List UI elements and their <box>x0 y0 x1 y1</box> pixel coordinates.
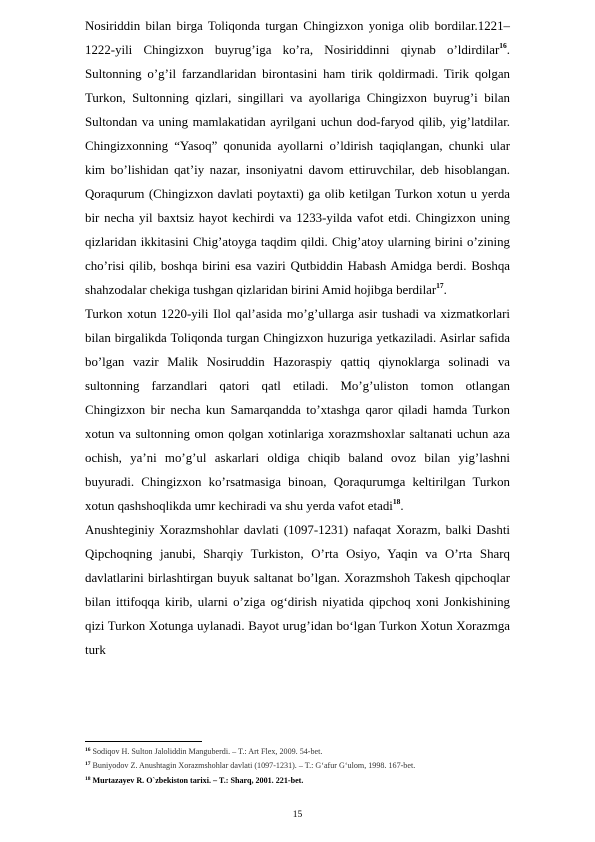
footnote-number: 18 <box>85 775 91 782</box>
paragraph-1-text-cont: . Sultonning o’g’il farzandlaridan birontasini ham tirik qoldirmadi. Tirik qolgan Turkon, Sultonning qizlari, singillari va ayollariga Chingizxon buyrug’i bilan Sultondan va uning mamlakatidan ayrilgani uchun dod-faryod qilib, yig’latdilar. Chingizxonning “Yasoq” qonunida ayollarni o’ldirish taqiqlangan, chunki ular kim bo’lishidan qat’iy nazar, insoniyatni davom ettiruvchilar, deb hisoblangan. Qoraqurum (Chingizxon davlati poytaxti) ga olib ketilgan Turkon xotun u yerda bir necha yil baxtsiz hayot kechirdi va 1233-yilda vafot etdi. Chingizxon uning qizlaridan ikkitasini Chig’atoyga taqdim qildi. Chig’atoy ularning birini o’zining cho’risi qilib, boshqa birini esa vaziri Qutbiddin Habash Amidga berdi. Boshqa shahzodalar chekiga tushgan qizlaridan birini Amid hojibga berdilar <box>85 43 510 297</box>
footnote-ref-16[interactable]: 16 <box>499 41 507 50</box>
footnote-ref-18[interactable]: 18 <box>392 497 401 506</box>
paragraph-1-end: . <box>443 283 447 297</box>
footnote-text: Buniyodov Z. Anushtagin Xorazmshohlar davlati (1097-1231). – T.: G‘afur G‘ulom, 1998. 167-bet. <box>92 761 416 771</box>
footnote-18 <box>85 773 515 787</box>
footnote-number: 17 <box>85 761 91 768</box>
footnotes <box>85 744 515 787</box>
paragraph-1-text: Nosiriddin bilan birga Toliqonda turgan Chingizxon yoniga olib bordilar.1221–1222-yili Chingizxon buyrug’iga ko’ra, Nosiriddinni qiynab o’ldirdilar <box>85 19 510 57</box>
footnote-number: 16 <box>85 747 91 753</box>
paragraph-2 <box>85 302 510 518</box>
footnote-text: Sodiqov H. Sulton Jaloliddin Manguberdi. – T.: Art Flex, 2009. 54-bet. <box>92 747 323 756</box>
paragraph-3-text: Anushteginiy Xorazmshohlar davlati (1097-1231) nafaqat Xorazm, balki Dashti Qipchoqning janubi, Sharqiy Turkiston, O’rta Osiyo, Yaqin va O’rta Sharq davlatlarini birlashtirgan buyuk saltanat bo’lgan. Xorazmshoh Takesh qipchoqlar bilan ittifoqqa kirib, ularni o’ziga og‘dirish niyatida qipchoq xoni Jonkishining qizi Turkon Xotunga uylanadi. Bayot urug’idan bo‘lgan Turkon Xotun Xorazmga turk <box>85 523 510 657</box>
footnote-text: Murtazayev R. O`zbekiston tarixi. – T.: Sharq, 2001. 221-bet. <box>92 775 304 785</box>
footnote-ref-17[interactable]: 17 <box>436 281 444 290</box>
paragraph-3 <box>85 518 510 662</box>
footnote-17 <box>85 758 515 772</box>
page-body <box>85 14 510 662</box>
body-text <box>85 14 510 662</box>
paragraph-1 <box>85 14 510 302</box>
paragraph-2-end: . <box>400 499 404 513</box>
page-number: 15 <box>292 810 303 820</box>
footnote-16 <box>85 744 515 758</box>
footnote-separator <box>85 741 202 742</box>
paragraph-2-text: Turkon xotun 1220-yili Ilol qal’asida mo’g’ullarga asir tushadi va xizmatkorlari bilan birgalikda Toliqonda turgan Chingizxon huzuriga yetkaziladi. Asirlar safida bo’lgan vazir Malik Nosiruddin Hazoraspiy qattiq qiynoklarga solinadi va sultonning farzandlari qatori qatl etiladi. Mo’g’uliston tomon otlangan Chingizxon bir necha kun Samarqandda to’xtashga qaror qiladi hamda Turkon xotun va sultonning omon qolgan xotinlariga xorazmshoxlar saltanati uchun aza ochish, ya’ni mo’g’ul askarlari oldiga chiqib baland ovoz bilan yig’lashni buyuradi. Chingizxon ko’rsatmasiga binoan, Qoraqurumga keltirilgan Turkon xotun qashshoqlikda umr kechiradi va shu yerda vafot etadi <box>85 307 510 513</box>
